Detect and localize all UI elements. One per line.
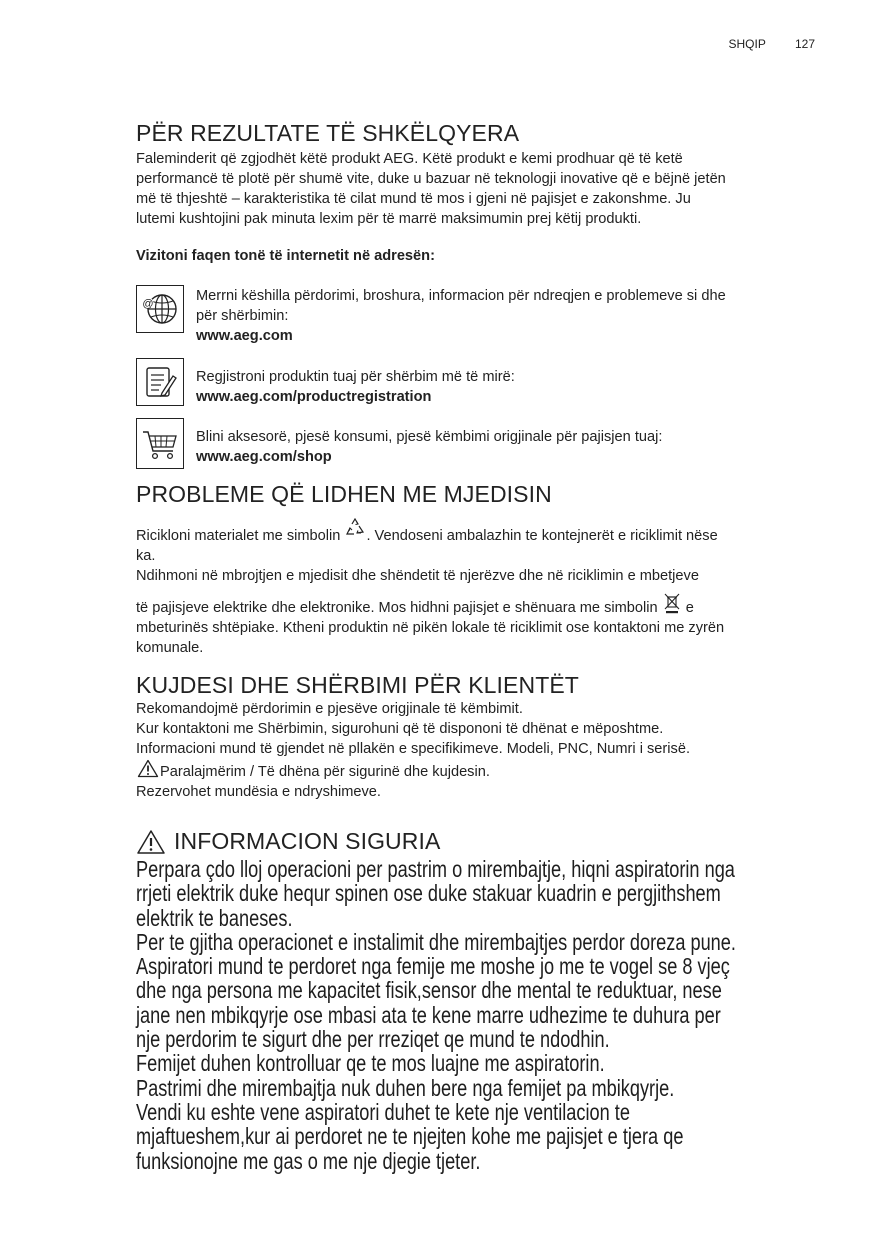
website-link[interactable]: www.aeg.com: [196, 328, 293, 344]
shop-link[interactable]: www.aeg.com/shop: [196, 449, 332, 465]
safety-line: Vendi ku eshte vene aspiratori duhet te kete nje ventilacion te: [136, 1098, 630, 1125]
safety-line: Pastrimi dhe mirembajtja nuk duhen bere nga femijet pa mbikqyrje.: [136, 1074, 675, 1101]
crossed-bin-icon: [663, 592, 681, 614]
link-text-website: [196, 286, 726, 346]
safety-line: Perpara çdo lloj operacioni per pastrim o mirembajtje, hiqni aspiratorin nga: [136, 856, 735, 882]
page-header: [729, 37, 816, 51]
text-segment: të pajisjeve elektrike dhe elektronike. Mos hidhni pajisjet e shënuara me simbolin: [136, 600, 658, 616]
svg-text:@: @: [142, 298, 154, 310]
section-results: [136, 120, 826, 469]
safety-text-block: [136, 857, 815, 1173]
safety-line: nje perdorim te sigurt dhe per rreziqet qe mund te ndodhin.: [136, 1026, 610, 1053]
section-customer-care: [136, 672, 826, 802]
customer-line: Informacioni mund të gjendet në pllakën e specifikimeve. Modeli, PNC, Numri i serisë.: [136, 741, 690, 757]
environment-line: [136, 518, 826, 546]
customer-line: [136, 759, 826, 782]
text-segment: Paralajmërim / Të dhëna për sigurinë dhe kujdesin.: [160, 764, 490, 780]
language-label: SHQIP: [728, 37, 766, 51]
link-row-shop: [136, 418, 826, 469]
page-number: 127: [794, 37, 815, 51]
registration-icon: [136, 358, 184, 406]
safety-line: jane nen mbikqyrje ose mbasi ata te kene marre udhezime te duhura per: [136, 1001, 721, 1028]
customer-line: Kur kontaktoni me Shërbimin, sigurohuni që të dispononi të dhënat e mëposhtme.: [136, 721, 664, 737]
section-environment: [136, 481, 826, 658]
text-segment: . Vendoseni ambalazhin te kontejnerët e riciklimit nëse: [366, 528, 718, 544]
warning-icon: [137, 759, 159, 778]
environment-line: komunale.: [136, 640, 204, 656]
safety-line: mjaftueshem,kur ai perdoret ne te njejten kohe me pajisjet e tjera qe: [136, 1123, 684, 1150]
link-text-registration: [196, 367, 515, 407]
safety-line: funksionojne me gas o me nje djegie tjeter.: [136, 1147, 481, 1174]
safety-line: rrjeti elektrik duke hequr spinen ose duke stakuar kuadrin e pergjithshem: [136, 880, 721, 907]
intro-line: performancë të plotë për shumë vite, duke u bazuar në teknologji inovative që e bëjnë jetën: [136, 171, 726, 187]
warning-icon: [136, 829, 166, 855]
section-safety: [136, 828, 826, 1173]
text-segment: e: [685, 600, 694, 616]
safety-line: Per te gjitha operacionet e instalimit dhe mirembajtjes perdor doreza pune.: [136, 928, 736, 955]
registration-link[interactable]: www.aeg.com/productregistration: [196, 389, 432, 405]
section-title-results: PËR REZULTATE TË SHKËLQYERA: [136, 120, 520, 146]
intro-line: më të thjeshtë – karakteristika të cilat mund të mos i gjeni në pajisjet e zakonshme. Ju: [136, 191, 691, 207]
link-text-shop: [196, 427, 662, 469]
shopping-cart-icon: [136, 418, 184, 469]
text-segment: Ricikloni materialet me simbolin: [136, 528, 341, 544]
title-text: INFORMACION SIGURIA: [174, 828, 441, 854]
recycle-icon: [345, 518, 365, 538]
link-description: Blini aksesorë, pjesë konsumi, pjesë këmbimi origjinale për pajisjen tuaj:: [196, 429, 663, 445]
environment-line: ka.: [136, 548, 156, 564]
environment-line: mbeturinës shtëpiake. Ktheni produktin në pikën lokale të riciklimit ose kontaktoni me zyrën: [136, 620, 725, 636]
safety-line: elektrik te baneses.: [136, 904, 293, 931]
link-row-registration: [136, 358, 826, 407]
environment-line: [136, 592, 826, 618]
environment-line: Ndihmoni në mbrojtjen e mjedisit dhe shëndetit të njerëzve dhe në riciklimin e mbetjeve: [136, 568, 699, 584]
intro-line: Faleminderit që zgjodhët këtë produkt AEG. Këtë produkt e kemi prodhuar që të ketë: [136, 151, 683, 167]
safety-line: Femijet duhen kontrolluar qe te mos luajne me aspiratorin.: [136, 1050, 605, 1077]
safety-line: dhe nga persona me kapacitet fisik,sensor dhe mental te reduktuar, nese: [136, 977, 722, 1004]
section-title-safety: [136, 828, 826, 855]
section-title-environment: PROBLEME QË LIDHEN ME MJEDISIN: [136, 481, 552, 507]
link-description: Merrni këshilla përdorimi, broshura, informacion për ndreqjen e problemeve si dhe: [196, 288, 726, 304]
customer-line: Rekomandojmë përdorimin e pjesëve origjinale të këmbimit.: [136, 701, 523, 717]
safety-line: Aspiratori mund te perdoret nga femije me moshe jo me te vogel se 8 vjeç: [136, 953, 730, 980]
customer-line: Rezervohet mundësia e ndryshimeve.: [136, 784, 381, 800]
intro-line: lutemi kushtojini pak minuta lexim për të marrë maksimumin prej këtij produkti.: [136, 211, 642, 227]
visit-label: Vizitoni faqen tonë të internetit në adresën:: [136, 248, 435, 264]
section-title-customer-care: KUJDESI DHE SHËRBIMI PËR KLIENTËT: [136, 672, 579, 698]
link-row-website: [136, 285, 826, 346]
web-globe-icon: [136, 285, 184, 333]
link-description: për shërbimin:: [196, 308, 289, 324]
link-description: Regjistroni produktin tuaj për shërbim më të mirë:: [196, 369, 515, 385]
